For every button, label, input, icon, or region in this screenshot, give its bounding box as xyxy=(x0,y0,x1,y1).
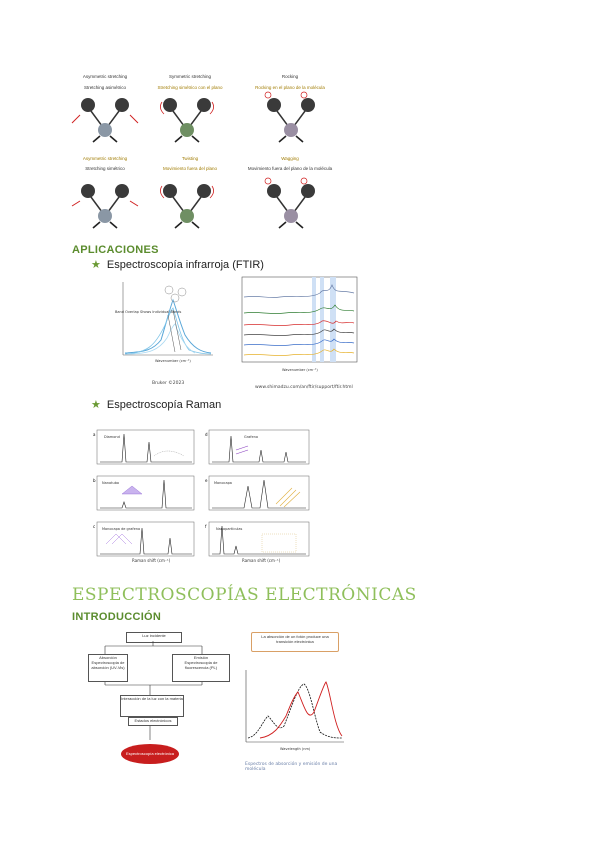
raman-panel-e xyxy=(205,476,309,510)
note-box: La absorción de un fotón produce una transición electrónica xyxy=(251,632,339,652)
vibration-caption-sub: Stretching simétrico con el plano xyxy=(157,85,223,90)
flow-bottom-box: Interacción de la luz con la materia xyxy=(120,695,184,717)
vibration-caption-sub: Rocking en el plano de la molécula xyxy=(255,85,325,90)
ftir-left-xlabel: Wavenumber (cm⁻¹) xyxy=(155,359,191,363)
panel-tag: d xyxy=(205,432,208,437)
vibration-caption-sub: Stretching asimétrico xyxy=(83,85,127,90)
star-icon: ★ xyxy=(91,399,101,411)
panel-title: Grafeno xyxy=(244,435,259,439)
panel-title: Nanotubo xyxy=(102,481,120,485)
raman-panel-f xyxy=(205,522,309,556)
raman-panel-b xyxy=(93,476,194,510)
vibration-caption-title: Asymmetric stretching xyxy=(82,74,128,79)
raman-panel-c xyxy=(93,522,194,556)
ftir-left-label: Band Overlap Shows Individual Bands xyxy=(115,310,182,314)
flow-right-box xyxy=(172,654,230,682)
panel-tag: e xyxy=(205,478,208,483)
flow-right-sub: Espectroscopia de fluorescencia (PL) xyxy=(184,660,218,670)
raman-xlabel-left: Raman shift (cm⁻¹) xyxy=(132,558,171,563)
panel-tag: c xyxy=(93,524,96,529)
raman-panel-d xyxy=(205,430,309,464)
panel-tag: b xyxy=(93,478,96,483)
vibration-caption-title: Symmetric stretching xyxy=(168,74,211,79)
panel-tag: a xyxy=(93,432,96,437)
flow-left-box xyxy=(88,654,128,682)
panel-tag: f xyxy=(205,524,207,529)
bullet-raman-label: Espectroscopía Raman xyxy=(106,399,222,411)
raman-xlabel-right: Raman shift (cm⁻¹) xyxy=(242,558,281,563)
ftir-right-caption: www.shimadzu.com/an/ftir/support/ftir.html xyxy=(255,385,353,390)
raman-panels xyxy=(92,428,317,568)
flow-bottom2-box: Estados electrónicos xyxy=(128,717,178,726)
flow-right-title: Emisión xyxy=(193,655,209,660)
vibration-caption-sub: Movimiento fuera del plano de la molécula xyxy=(247,166,333,171)
star-icon: ★ xyxy=(91,259,101,271)
bullet-raman xyxy=(91,398,221,411)
chapter-title: ESPECTROSCOPÍAS ELECTRÓNICAS xyxy=(72,585,417,605)
panel-title: Diamond xyxy=(104,435,120,439)
bullet-ftir xyxy=(91,258,264,271)
vibration-caption-sub: Stretching simétrico xyxy=(85,166,125,171)
molecule-sym-stretch xyxy=(160,98,213,142)
raman-panel-a xyxy=(93,430,194,464)
ftir-band-overlap-plot xyxy=(115,280,215,365)
vibration-caption-title: Twisting xyxy=(181,156,199,161)
flow-left-sub: Espectroscopia de absorción (UV-Vis) xyxy=(91,660,125,670)
flow-top-box: Luz incidente xyxy=(126,632,182,643)
molecule-wagging xyxy=(265,178,315,228)
vibration-caption-title: Asymmetric stretching xyxy=(82,156,128,161)
ftir-spectra-stack xyxy=(240,275,370,375)
panel-title: Monocapa xyxy=(214,481,232,485)
flow-left-title: Absorción xyxy=(99,655,117,660)
ftir-left-caption: Bruker ©2023 xyxy=(152,381,185,386)
molecule-rocking xyxy=(265,92,315,142)
bullet-ftir-label: Espectroscopía infrarroja (FTIR) xyxy=(106,259,264,271)
aplicaciones-heading: APLICACIONES xyxy=(72,244,159,256)
abs-emission-plot xyxy=(240,666,348,752)
molecule-twisting xyxy=(160,184,213,228)
molecule-asym-stretch xyxy=(72,98,138,142)
spec-xlabel: Wavelength (nm) xyxy=(280,747,311,751)
ftir-right-xlabel: Wavenumber (cm⁻¹) xyxy=(282,368,318,372)
molecule-drawings xyxy=(60,90,350,230)
vibration-caption-title: Rocking xyxy=(281,74,299,79)
molecule-asym-stretch-2 xyxy=(72,184,138,228)
vibration-caption-title: Wagging xyxy=(281,156,299,161)
panel-title: Nanopartículas xyxy=(216,527,243,531)
spec-caption: Espectros de absorción y emisión de una molécula xyxy=(245,762,338,772)
panel-title: Monocapa de grafeno xyxy=(102,527,141,531)
vibration-caption-sub: Movimiento fuera del plano xyxy=(162,166,218,171)
flow-red-ellipse: Espectroscopía electrónica xyxy=(121,744,179,764)
introduccion-heading: INTRODUCCIÓN xyxy=(72,611,162,623)
